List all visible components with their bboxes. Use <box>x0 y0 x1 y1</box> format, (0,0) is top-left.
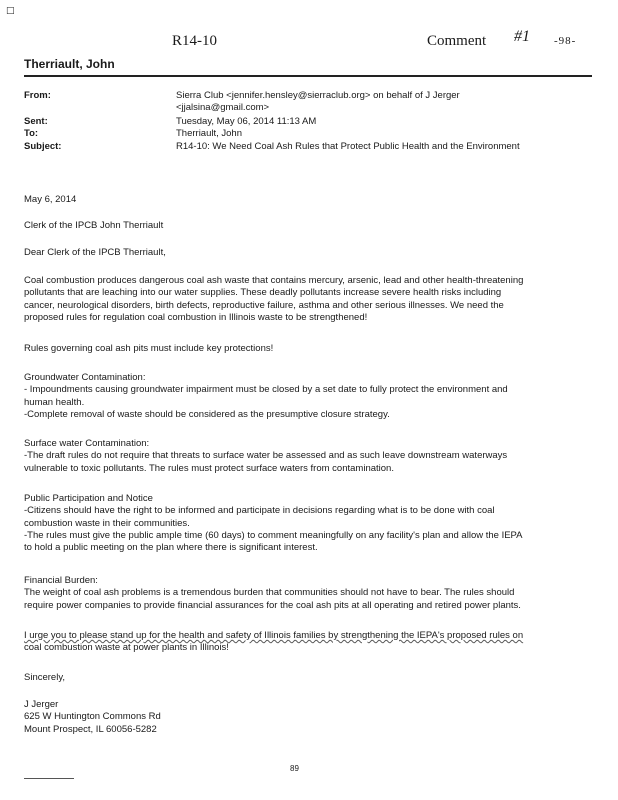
to-value: Therriault, John <box>176 128 243 139</box>
financial-burden-section <box>24 575 574 612</box>
surface-water-line: vulnerable to toxic pollutants. The rules must protect surface waters from contamination. <box>24 462 394 474</box>
footer-divider <box>24 778 74 779</box>
sent-label: Sent: <box>24 116 48 127</box>
surface-water-section <box>24 438 574 475</box>
comment-label: Comment <box>427 33 487 49</box>
from-value <box>176 90 576 114</box>
public-participation-line: -Citizens should have the right to be informed and participate in decisions regarding what is to be done with coal <box>24 505 495 517</box>
urge-line: coal combustion waste at power plants in Illinois! <box>24 642 229 654</box>
surface-water-heading: Surface water Contamination: <box>24 438 150 449</box>
urge-line-text: I urge you to please stand up for the health and safety of Illinois families by strengthening the IEPA's proposed rules on <box>24 630 524 641</box>
signature-block <box>24 699 574 736</box>
letter-salutation: Dear Clerk of the IPCB Therriault, <box>24 247 166 258</box>
from-value-line2: <jjalsina@gmail.com> <box>176 102 270 113</box>
from-label: From: <box>24 90 51 101</box>
public-participation-section <box>24 493 574 554</box>
closing: Sincerely, <box>24 672 66 683</box>
page-number: 89 <box>290 764 299 773</box>
financial-burden-line: require power companies to provide financial assurances for the coal ash pits at all operating and retired power plants. <box>24 599 521 611</box>
public-participation-line: -The rules must give the public ample time (60 days) to comment meaningfully on any facility's plan and allow the IEPA <box>24 529 523 541</box>
urge-line <box>24 630 574 642</box>
intro-paragraph <box>24 275 574 324</box>
docket-number: R14-10 <box>172 33 217 49</box>
subject-value: R14-10: We Need Coal Ash Rules that Protect Public Health and the Environment <box>176 141 520 152</box>
public-participation-line: to hold a public meeting on the plan where there is significant interest. <box>24 542 318 554</box>
financial-burden-line: The weight of coal ash problems is a tremendous burden that communities should not have to bear. The rules should <box>24 587 515 599</box>
groundwater-heading: Groundwater Contamination: <box>24 372 146 383</box>
public-participation-line: combustion waste in their communities. <box>24 517 190 529</box>
intro-line: cancer, neurological disorders, birth defects, reproductive failure, asthma and other serious illnesses. We need the <box>24 299 504 311</box>
letter-addressee: Clerk of the IPCB John Therriault <box>24 220 164 231</box>
letter-date: May 6, 2014 <box>24 194 77 205</box>
rules-intro: Rules governing coal ash pits must include key protections! <box>24 343 274 354</box>
comment-number: #1 <box>514 28 530 45</box>
from-value-line1: Sierra Club <jennifer.hensley@sierraclub.org> on behalf of J Jerger <box>176 90 460 101</box>
intro-line: Coal combustion produces dangerous coal ash waste that contains mercury, arsenic, lead and other health-threatening <box>24 275 524 286</box>
groundwater-line: - Impoundments causing groundwater impairment must be closed by a set date to fully protect the environment and <box>24 384 508 396</box>
financial-burden-heading: Financial Burden: <box>24 575 98 586</box>
groundwater-section <box>24 372 574 421</box>
to-label: To: <box>24 128 39 139</box>
groundwater-line: -Complete removal of waste should be considered as the presumptive closure strategy. <box>24 408 390 420</box>
signature-name: J Jerger <box>24 699 59 710</box>
signature-address-line: 625 W Huntington Commons Rd <box>24 711 161 723</box>
recipient-name: Therriault, John <box>24 57 115 71</box>
header-divider <box>24 75 592 77</box>
surface-water-line: -The draft rules do not require that threats to surface water be assessed and as such leave downstream waterways <box>24 450 508 462</box>
public-participation-heading: Public Participation and Notice <box>24 493 153 504</box>
sent-value: Tuesday, May 06, 2014 11:13 AM <box>176 116 317 127</box>
corner-mark: □ <box>6 6 15 16</box>
intro-line: proposed rules for regulation coal combustion in Illinois waste to be strengthened! <box>24 311 368 323</box>
subject-label: Subject: <box>24 141 62 152</box>
intro-line: pollutants that are leaching into our water supplies. These deadly pollutants increase severe health risks including <box>24 287 502 299</box>
groundwater-line: human health. <box>24 396 85 408</box>
page-code: -98- <box>554 35 577 47</box>
urge-paragraph <box>24 630 574 655</box>
signature-address-line: Mount Prospect, IL 60056-5282 <box>24 723 157 735</box>
